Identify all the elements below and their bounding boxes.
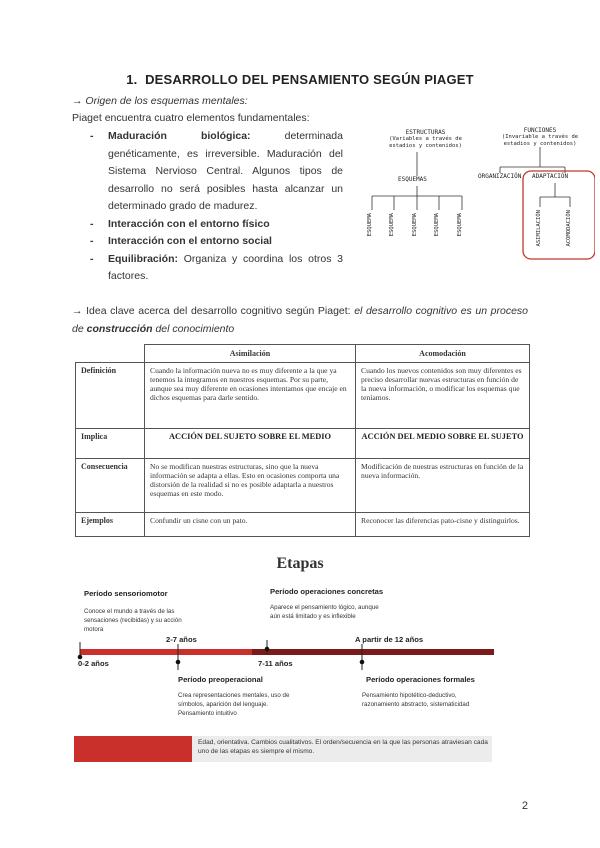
diagram-funciones: FUNCIONES (Invariable a través de estadios y contenidos) — [501, 127, 579, 147]
page-title — [0, 72, 600, 87]
diagram-estructuras: ESTRUCTURAS (Variables a través de estadios y contenidos) — [389, 129, 462, 149]
diagram-acomodacion: ACOMODACIÓN — [566, 210, 572, 247]
funciones-tree-lines — [475, 145, 595, 265]
list-item: - Interacción con el entorno social — [88, 233, 343, 251]
origin-label: → Origen de los esquemas mentales: — [72, 95, 248, 107]
esquema-item: ESQUEMA — [389, 213, 395, 237]
timeline-marker — [360, 660, 365, 665]
timeline-footer-note: Edad, orientativa. Cambios cualitativos. El orden/secuencia en la que las personas atraviesan cada uno de las etapas es siempre el mismo. — [198, 739, 488, 755]
table-row: Ejemplos Confundir un cisne con un pato. Reconocer las diferencias pato-cisne y distinguirlos. — [76, 513, 530, 537]
period-name: Período operaciones concretas — [270, 587, 384, 596]
list-item: - Equilibración: Organiza y coordina los otros 3 factores. — [88, 251, 343, 286]
esquema-item: ESQUEMA — [412, 213, 418, 237]
table-row: Implica ACCIÓN DEL SUJETO SOBRE EL MEDIO ACCIÓN DEL MEDIO SOBRE EL SUJETO — [76, 429, 530, 459]
timeline-title: Etapas — [276, 555, 324, 572]
table-row: Definición Cuando la información nueva no es muy diferente a la que ya tenemos la integramos en nuestros esquemas. Por su parte, aunque sea muy diferente en ocasiones intentamos que encaje en dichos esquemas para darle sentido. Cuando los nuevos contenidos son muy diferentes es preciso desarrollar nuevas estructuras en función de la nueva información, o modificar los esquemas que teníamos. — [76, 363, 530, 429]
period-age: 2-7 años — [166, 635, 197, 644]
table-header-row — [76, 345, 530, 363]
list-item: - Interacción con el entorno físico — [88, 216, 343, 234]
period-desc: Pensamiento hipotético-deductivo, razonamiento abstracto, sistematicidad — [362, 692, 470, 708]
period-age: 0-2 años — [78, 659, 109, 668]
timeline-marker — [176, 660, 181, 665]
period-desc: Aparece el pensamiento lógico, aunque aún está limitado y es inflexible — [270, 604, 379, 620]
timeline-line-dark — [252, 649, 494, 655]
period-age: 7-11 años — [258, 659, 293, 668]
period-desc: Crea representaciones mentales, uso de símbolos, aparición del lenguaje. Pensamiento intuitivo — [178, 692, 290, 717]
header-acomodacion: Acomodación — [356, 345, 530, 363]
key-idea: → Idea clave acerca del desarrollo cognitivo según Piaget: el desarrollo cognitivo es un proceso de construcción del conocimiento — [72, 305, 529, 335]
esquema-item: ESQUEMA — [434, 213, 440, 237]
period-name: Período sensoriomotor — [84, 589, 168, 598]
page-number: 2 — [521, 800, 528, 812]
heading-text: DESARROLLO DEL PENSAMIENTO SEGÚN PIAGET — [145, 72, 474, 87]
list-item: - Maduración biológica: determinada genéticamente, es irreversible. Maduración del Sistema Nervioso Central. Algunos tipos de desarrollo no será posibles hasta alcanzar un determinado grado de madurez. — [88, 128, 343, 216]
period-name: Período operaciones formales — [366, 675, 475, 684]
estructuras-tree-lines — [360, 150, 480, 260]
esquema-item: ESQUEMA — [367, 213, 373, 237]
timeline-marker — [265, 647, 270, 652]
diagram-esquemas: ESQUEMAS — [398, 176, 427, 183]
esquema-item: ESQUEMA — [457, 213, 463, 237]
header-asimilacion: Asimilación — [145, 345, 356, 363]
footer-accent-block — [74, 736, 192, 762]
comparison-table — [75, 344, 530, 537]
intro-text: Piaget encuentra cuatro elementos fundamentales: — [72, 112, 310, 124]
diagram-organizacion: ORGANIZACIÓN — [478, 173, 522, 180]
heading-number: 1. — [126, 72, 138, 87]
diagram-adaptacion: ADAPTACIÓN — [532, 173, 569, 180]
period-age: A partir de 12 años — [355, 635, 424, 644]
period-name: Período preoperacional — [178, 675, 263, 684]
table-row: Consecuencia No se modifican nuestras estructuras, sino que la nueva información se adapta a ellas. Esto en ocasiones comporta una distorsión de la realidad si no es posible adaptarla a nuestros esquemas en este modo. Modificación de nuestras estructuras en función de la nueva información. — [76, 459, 530, 513]
diagram-asimilacion: ASIMILACIÓN — [536, 210, 542, 247]
elements-list — [88, 128, 343, 286]
period-desc: Conoce el mundo a través de las sensaciones (recibidas) y su acción motora — [84, 608, 182, 633]
